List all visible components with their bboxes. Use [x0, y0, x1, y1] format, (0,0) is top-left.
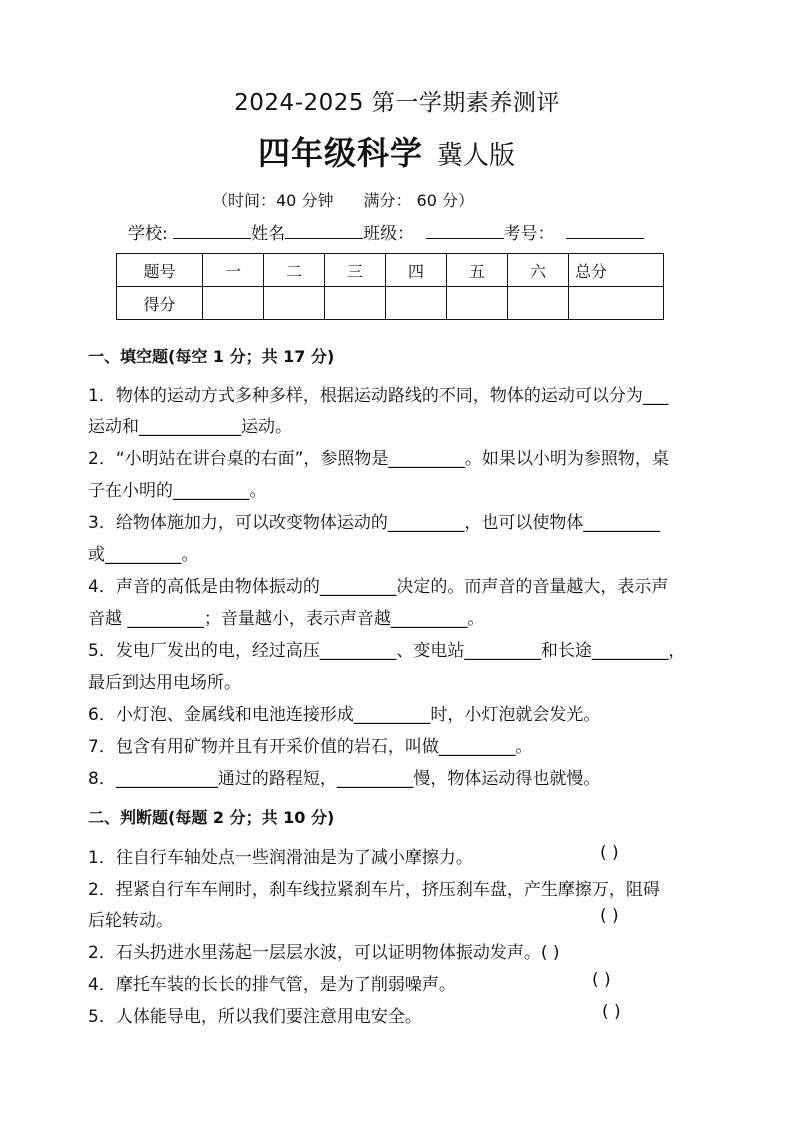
name-blank[interactable]: [285, 220, 363, 239]
score-table-cell: 题号: [117, 254, 203, 287]
edition-label: 冀人版: [437, 141, 516, 171]
section1-heading: 一、填空题(每空 1 分；共 17 分): [88, 347, 335, 366]
question-line: 音越 _________；音量越小，表示声音越_________。: [88, 609, 485, 629]
score-table-cell: 六: [508, 254, 569, 287]
question-line: 4．声音的高低是由物体振动的_________决定的。而声音的音量越大，表示声: [88, 577, 669, 597]
judgement-line: 4．摩托车装的长长的排气管，是为了削弱噪声。: [88, 975, 456, 995]
subject-title: 四年级科学: [258, 134, 424, 172]
section2-heading: 二、判断题(每题 2 分；共 10 分): [88, 808, 335, 827]
judgement-line: 1．往自行车轴处点一些润滑油是为了减小摩擦力。: [88, 848, 473, 868]
exam-subject-title: [258, 128, 515, 174]
judgement-line: 2．石头扔进水里荡起一层层水波，可以证明物体振动发声。( ): [88, 943, 560, 963]
score-input-cell[interactable]: [203, 287, 264, 320]
score-input-cell[interactable]: [264, 287, 325, 320]
exam-year-title: 2024-2025 第一学期素养测评: [234, 90, 560, 116]
score-table-cell: 总分: [569, 254, 664, 287]
question-line: 5．发电厂发出的电，经过高压_________、变电站_________和长途_________，: [88, 641, 686, 661]
score-table-cell: 二: [264, 254, 325, 287]
score-table-header-row: [117, 254, 664, 287]
score-table-cell: 五: [447, 254, 508, 287]
school-label: 学校:: [128, 224, 168, 244]
score-table-cell: 三: [325, 254, 386, 287]
student-info-row: [128, 219, 644, 244]
question-line: 运动和____________运动。: [88, 417, 292, 437]
score-input-cell[interactable]: [569, 287, 664, 320]
score-input-cell[interactable]: [325, 287, 386, 320]
class-blank[interactable]: [426, 220, 504, 239]
exam-meta: [212, 188, 474, 211]
exam-no-label: 考号：: [503, 224, 555, 244]
name-label: 姓名: [251, 224, 286, 244]
judgement-line: 2．捏紧自行车车闸时，刹车线拉紧刹车片，挤压刹车盘，产生摩擦万，阻碍: [88, 880, 660, 900]
score-table-cell: 四: [386, 254, 447, 287]
score-table-cell: 一: [203, 254, 264, 287]
question-line: 6．小灯泡、金属线和电池连接形成_________时，小灯泡就会发光。: [88, 705, 601, 725]
answer-parentheses[interactable]: ( ): [600, 906, 619, 926]
judgement-line: 5．人体能导电，所以我们要注意用电安全。: [88, 1007, 422, 1027]
question-line: 3．给物体施加力，可以改变物体运动的_________，也可以使物体_________: [88, 513, 660, 533]
score-table: [116, 253, 664, 320]
judgement-line: 后轮转动。: [88, 911, 173, 931]
question-line: 子在小明的_________。: [88, 481, 267, 501]
school-blank[interactable]: [173, 220, 251, 239]
question-line: 7．包含有用矿物并且有开采价值的岩石，叫做_________。: [88, 737, 533, 757]
score-table-score-row: [117, 287, 664, 320]
score-input-cell[interactable]: [508, 287, 569, 320]
question-line: 最后到达用电场所。: [88, 673, 241, 693]
question-line: 1．物体的运动方式多种多样，根据运动路线的不同，物体的运动可以分为___: [88, 386, 669, 406]
time-label: （时间：40 分钟: [212, 191, 334, 210]
full-score-label: 满分： 60 分）: [363, 191, 474, 210]
score-input-cell[interactable]: [386, 287, 447, 320]
answer-parentheses[interactable]: ( ): [592, 970, 611, 990]
score-table-cell: 得分: [117, 287, 203, 320]
question-line: 或_________。: [88, 545, 199, 565]
question-line: 2．“小明站在讲台桌的右面”，参照物是_________。如果以小明为参照物，桌: [88, 449, 669, 469]
answer-parentheses[interactable]: ( ): [600, 843, 619, 863]
score-input-cell[interactable]: [447, 287, 508, 320]
class-label: 班级：: [363, 224, 415, 244]
answer-parentheses[interactable]: ( ): [602, 1002, 621, 1022]
exam-no-blank[interactable]: [566, 220, 644, 239]
question-line: 8．____________通过的路程短，_________慢，物体运动得也就慢。: [88, 769, 601, 789]
